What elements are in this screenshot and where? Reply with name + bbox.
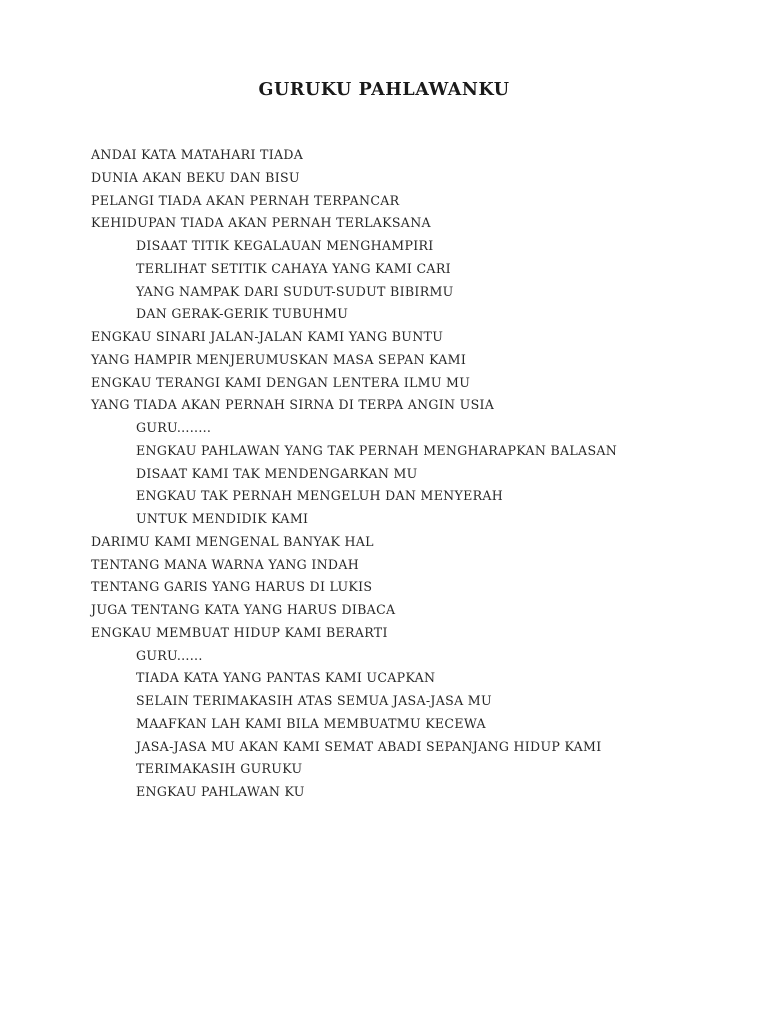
poem-line: TIADA KATA YANG PANTAS KAMI UCAPKAN xyxy=(136,670,436,686)
poem-line: TENTANG GARIS YANG HARUS DI LUKIS xyxy=(91,579,373,595)
poem-line: SELAIN TERIMAKASIH ATAS SEMUA JASA-JASA MU xyxy=(136,693,492,708)
poem-line: TENTANG MANA WARNA YANG INDAH xyxy=(91,556,360,572)
poem-line: GURU........ xyxy=(136,420,212,435)
poem-line: DAN GERAK-GERIK TUBUHMU xyxy=(136,306,349,322)
poem-line: DISAAT TITIK KEGALAUAN MENGHAMPIRI xyxy=(136,238,434,253)
poem-line: DISAAT KAMI TAK MENDENGARKAN MU xyxy=(136,465,418,481)
poem-line: ENGKAU MEMBUAT HIDUP KAMI BERARTI xyxy=(91,624,388,640)
poem-line: UNTUK MENDIDIK KAMI xyxy=(136,511,309,526)
poem-line: TERLIHAT SETITIK CAHAYA YANG KAMI CARI xyxy=(136,260,451,276)
poem-line: DARIMU KAMI MENGENAL BANYAK HAL xyxy=(91,533,374,549)
poem-body xyxy=(91,144,751,804)
poem-line: ANDAI KATA MATAHARI TIADA xyxy=(91,147,304,162)
poem-line: ENGKAU SINARI JALAN-JALAN KAMI YANG BUNTU xyxy=(91,329,444,344)
poem-line: PELANGI TIADA AKAN PERNAH TERPANCAR xyxy=(91,192,400,208)
poem-line: GURU...... xyxy=(136,647,203,663)
poem-line: ENGKAU TERANGI KAMI DENGAN LENTERA ILMU MU xyxy=(91,374,471,390)
poem-line: ENGKAU PAHLAWAN YANG TAK PERNAH MENGHARAPKAN BALASAN xyxy=(136,442,618,458)
poem-line: ENGKAU PAHLAWAN KU xyxy=(136,784,305,799)
poem-line: ENGKAU TAK PERNAH MENGELUH DAN MENYERAH xyxy=(136,488,504,504)
poem-line: DUNIA AKAN BEKU DAN BISU xyxy=(91,169,300,185)
poem-line: YANG NAMPAK DARI SUDUT-SUDUT BIBIRMU xyxy=(136,283,454,299)
poem-line: MAAFKAN LAH KAMI BILA MEMBUATMU KECEWA xyxy=(136,715,486,731)
poem-line: JUGA TENTANG KATA YANG HARUS DIBACA xyxy=(91,602,396,617)
poem-line: YANG HAMPIR MENJERUMUSKAN MASA SEPAN KAMI xyxy=(91,351,467,367)
poem-line: JASA-JASA MU AKAN KAMI SEMAT ABADI SEPANJANG HIDUP KAMI xyxy=(136,738,602,754)
poem-line: KEHIDUPAN TIADA AKAN PERNAH TERLAKSANA xyxy=(91,215,431,231)
poem-line: TERIMAKASIH GURUKU xyxy=(136,761,303,777)
poem-title: GURUKU PAHLAWANKU xyxy=(258,80,510,100)
poem-line: YANG TIADA AKAN PERNAH SIRNA DI TERPA ANGIN USIA xyxy=(91,397,495,413)
